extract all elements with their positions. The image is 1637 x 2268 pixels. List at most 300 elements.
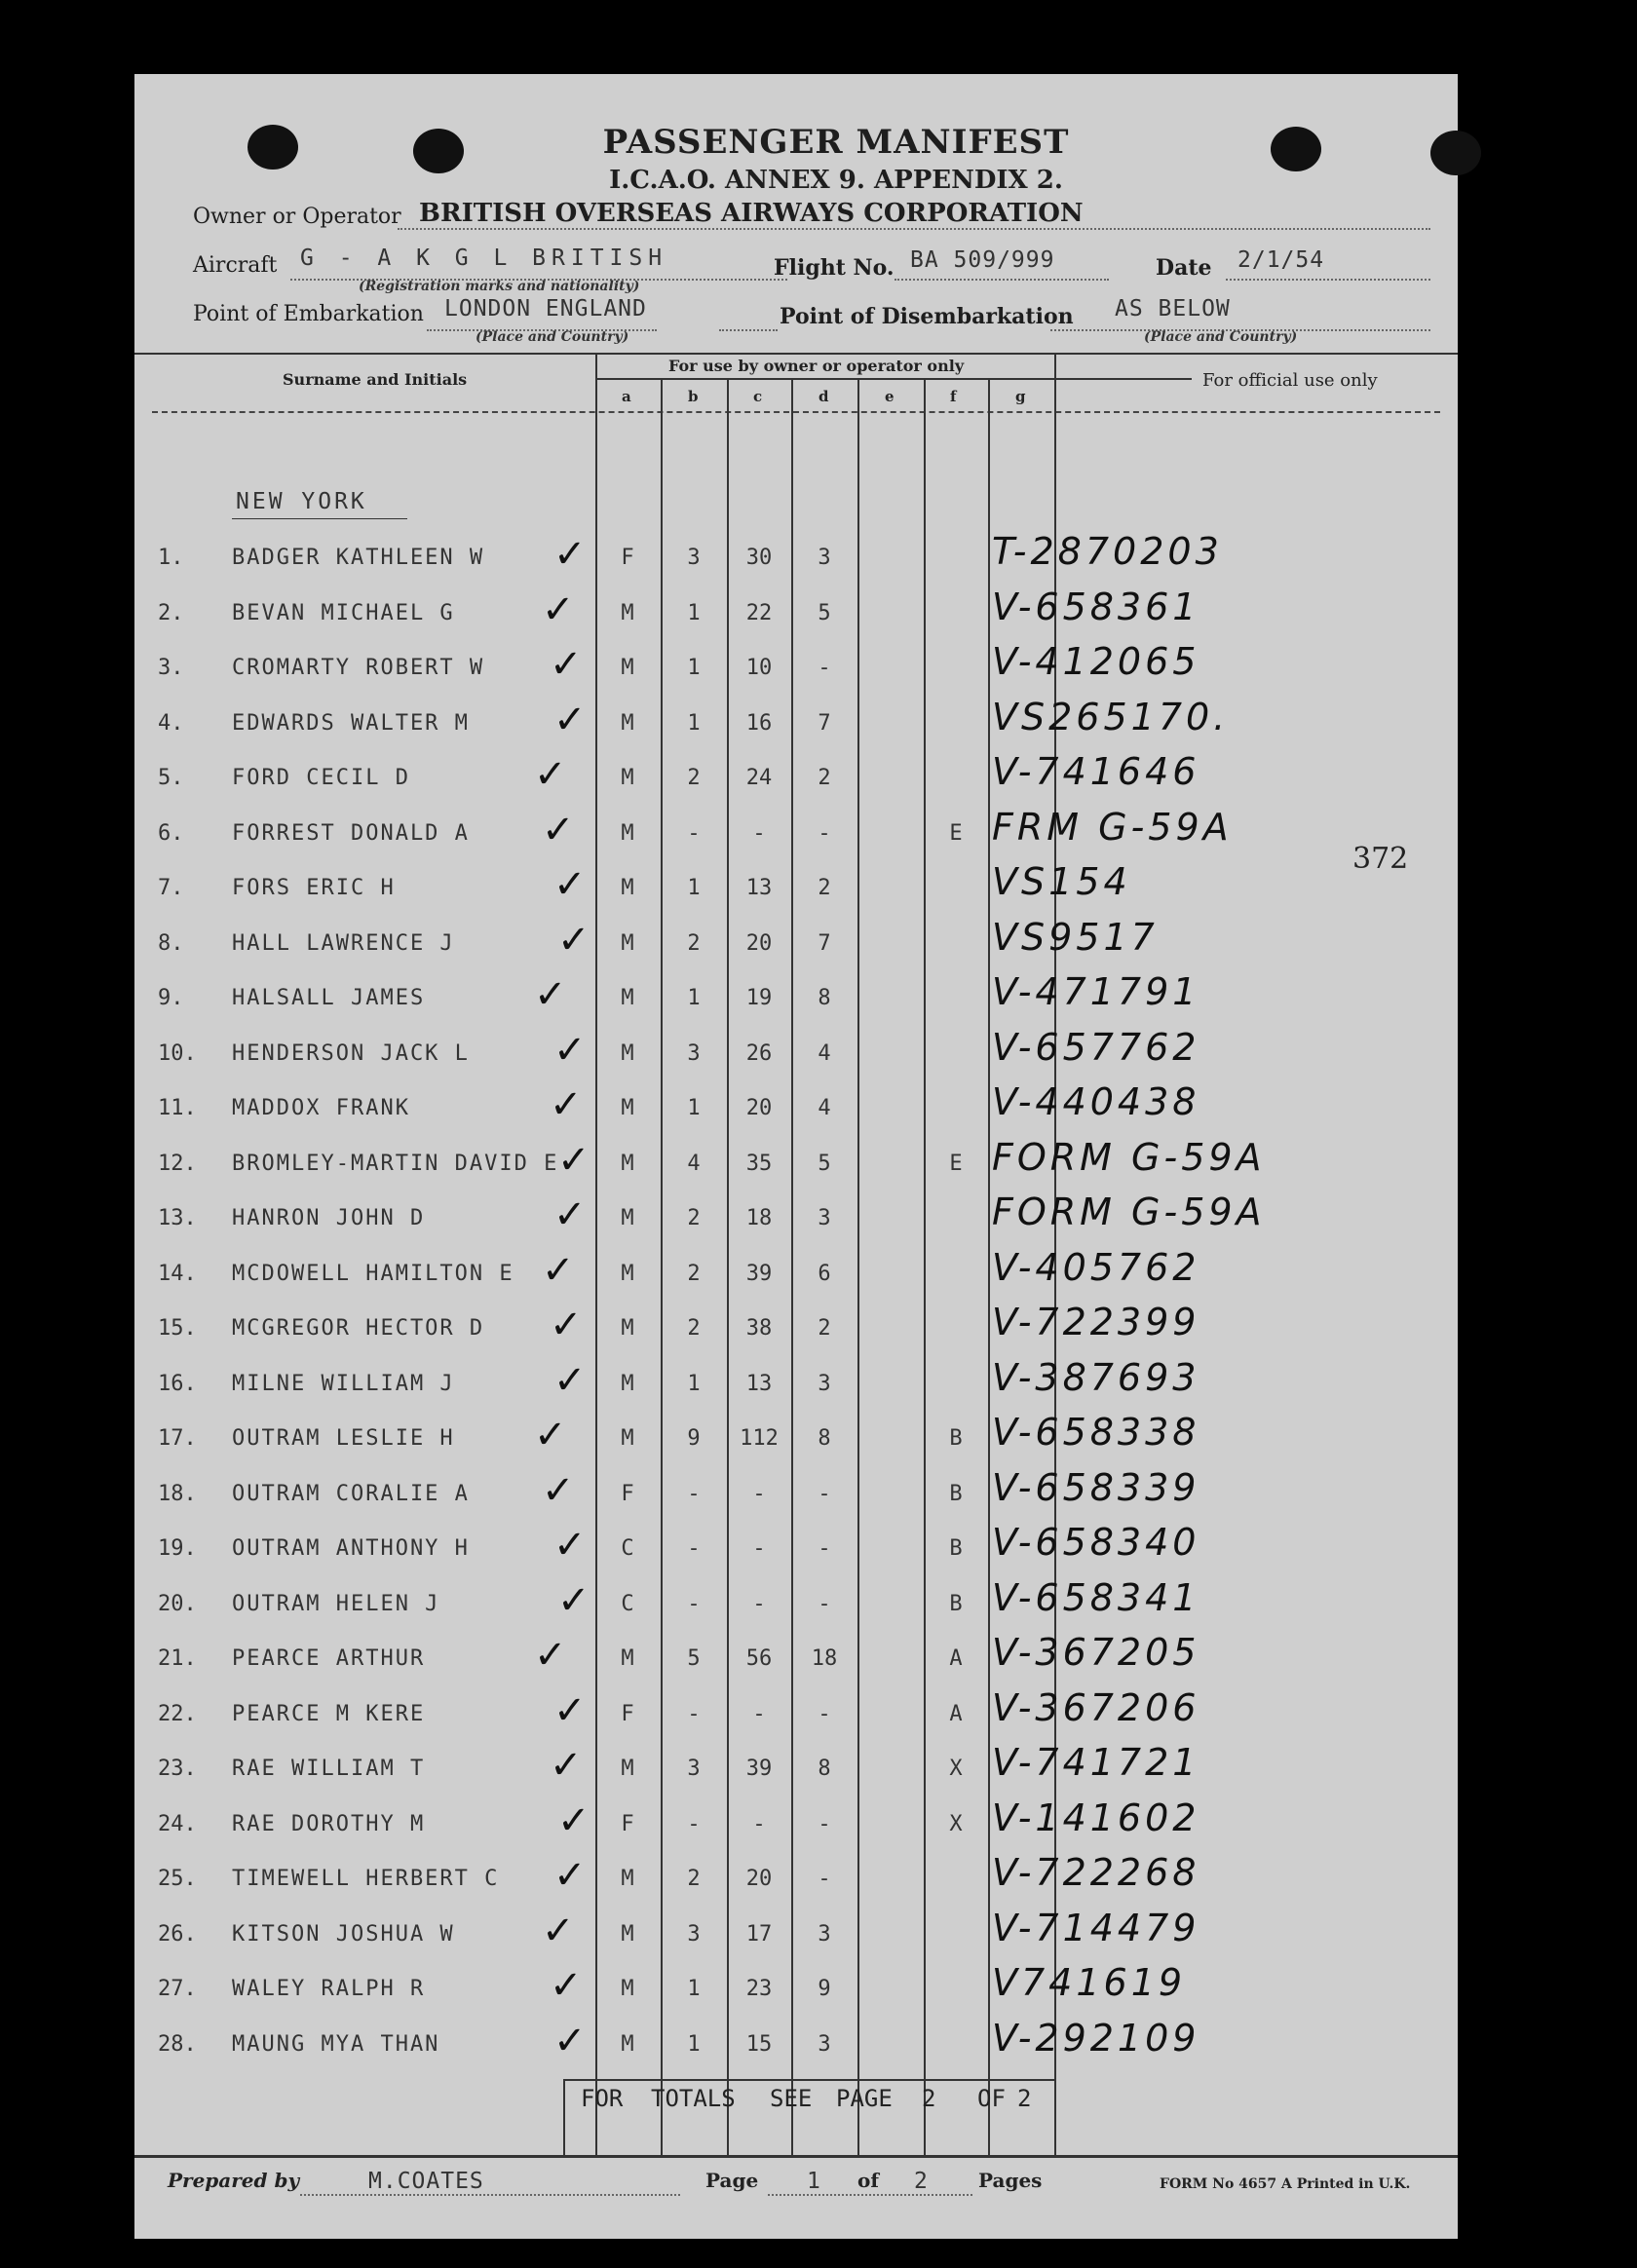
row-number: 28. — [158, 2032, 197, 2057]
row-number: 14. — [158, 1262, 197, 1286]
official-number: V-741646 — [992, 750, 1200, 793]
cell-d: - — [818, 1812, 831, 1836]
cell-c: 26 — [745, 1041, 773, 1066]
passenger-name: MADDOX FRANK — [232, 1096, 410, 1120]
official-number: FORM G-59A — [992, 1136, 1266, 1179]
totals-note-word: 2 — [1017, 2085, 1032, 2112]
cell-d: - — [818, 1867, 831, 1891]
official-number: FRM G-59A — [992, 806, 1233, 849]
cell-d: - — [818, 821, 831, 846]
cell-f: B — [949, 1592, 963, 1616]
check-mark-icon: ✓ — [553, 1358, 587, 1403]
cell-sex: M — [621, 1096, 634, 1120]
check-mark-icon: ✓ — [557, 918, 590, 963]
cell-d: 7 — [818, 931, 831, 956]
table-row — [134, 2017, 1458, 2081]
passenger-name: MILNE WILLIAM J — [232, 1372, 455, 1396]
cell-sex: M — [621, 1867, 634, 1891]
cell-b: 1 — [687, 656, 701, 680]
cell-d: 5 — [818, 1152, 831, 1176]
table-row — [134, 806, 1458, 870]
aircraft-label: Aircraft — [193, 253, 278, 278]
date-label: Date — [1156, 255, 1212, 281]
flight-value: BA 509/999 — [910, 247, 1055, 273]
row-number: 4. — [158, 711, 184, 736]
cell-b: 3 — [687, 1041, 701, 1066]
passenger-name: WALEY RALPH R — [232, 1977, 426, 2001]
date-dots — [1226, 279, 1430, 281]
check-mark-icon: ✓ — [550, 642, 583, 687]
cell-d: - — [818, 1536, 831, 1561]
check-mark-icon: ✓ — [542, 587, 575, 632]
cell-b: 3 — [687, 1757, 701, 1781]
table-row — [134, 1246, 1458, 1310]
check-mark-icon: ✓ — [553, 698, 587, 742]
row-number: 15. — [158, 1316, 197, 1341]
table-row — [134, 970, 1458, 1035]
totals-note-word: 2 — [922, 2085, 936, 2112]
prepared-value: M.COATES — [368, 2169, 484, 2194]
col-letter-f: f — [950, 388, 957, 405]
cell-d: 3 — [818, 1206, 831, 1230]
cell-d: - — [818, 656, 831, 680]
table-row — [134, 1026, 1458, 1090]
cell-b: 1 — [687, 1372, 701, 1396]
col-letter-g: g — [1015, 388, 1026, 405]
col-letter-c: c — [753, 388, 763, 405]
check-mark-icon: ✓ — [553, 1688, 587, 1733]
cell-c: 35 — [745, 1152, 773, 1176]
row-number: 2. — [158, 601, 184, 625]
row-number: 1. — [158, 546, 184, 570]
row-number: 7. — [158, 876, 184, 900]
check-mark-icon: ✓ — [557, 1138, 590, 1183]
cell-sex: M — [621, 1757, 634, 1781]
check-mark-icon: ✓ — [553, 1853, 587, 1898]
col-letter-a: a — [622, 388, 631, 405]
passenger-name: FORD CECIL D — [232, 766, 410, 790]
cell-b: 2 — [687, 1206, 701, 1230]
passenger-name: MCDOWELL HAMILTON E — [232, 1262, 514, 1286]
table-row — [134, 1741, 1458, 1805]
flight-dots — [895, 279, 1109, 281]
row-number: 27. — [158, 1977, 197, 2001]
check-mark-icon: ✓ — [550, 1303, 583, 1347]
cell-c: 112 — [740, 1426, 779, 1451]
passenger-name: HALSALL JAMES — [232, 986, 426, 1010]
check-mark-icon: ✓ — [534, 1413, 567, 1457]
table-row — [134, 1686, 1458, 1751]
cell-d: 3 — [818, 546, 831, 570]
check-mark-icon: ✓ — [553, 1523, 587, 1568]
subheader-rule — [595, 378, 1192, 380]
cell-d: 4 — [818, 1096, 831, 1120]
table-row — [134, 1961, 1458, 2025]
cell-d: - — [818, 1592, 831, 1616]
row-number: 8. — [158, 931, 184, 956]
table-row — [134, 530, 1458, 594]
row-number: 19. — [158, 1536, 197, 1561]
cell-c: 10 — [745, 656, 773, 680]
passenger-name: RAE WILLIAM T — [232, 1757, 426, 1781]
cell-c: 39 — [745, 1262, 773, 1286]
passenger-name: CROMARTY ROBERT W — [232, 656, 485, 680]
table-row — [134, 1301, 1458, 1365]
cell-b: - — [687, 1536, 701, 1561]
cell-b: 2 — [687, 931, 701, 956]
cell-d: - — [818, 1702, 831, 1726]
passenger-name: OUTRAM LESLIE H — [232, 1426, 455, 1451]
footer-rule — [134, 2155, 1458, 2158]
official-number: V-741721 — [992, 1741, 1200, 1784]
cell-sex: M — [621, 711, 634, 736]
cell-sex: M — [621, 1646, 634, 1671]
embark-label: Point of Embarkation — [193, 302, 424, 326]
table-row — [134, 1191, 1458, 1255]
cell-d: 4 — [818, 1041, 831, 1066]
cell-f: E — [949, 1152, 963, 1176]
cell-sex: F — [621, 1702, 634, 1726]
passenger-name: BEVAN MICHAEL G — [232, 601, 455, 625]
table-row — [134, 586, 1458, 650]
table-row — [134, 640, 1458, 704]
cell-c: 15 — [745, 2032, 773, 2057]
official-number: V-722399 — [992, 1301, 1200, 1343]
official-number: FORM G-59A — [992, 1191, 1266, 1233]
cell-d: 18 — [811, 1646, 838, 1671]
passenger-name: HANRON JOHN D — [232, 1206, 426, 1230]
passenger-name: BROMLEY-MARTIN DAVID E — [232, 1152, 559, 1176]
table-top-rule — [134, 353, 1458, 355]
cell-b: 2 — [687, 766, 701, 790]
table-row — [134, 1521, 1458, 1585]
table-row — [134, 696, 1458, 760]
official-number: VS265170. — [992, 696, 1230, 738]
cell-sex: M — [621, 1977, 634, 2001]
check-mark-icon: ✓ — [557, 1798, 590, 1843]
check-mark-icon: ✓ — [534, 752, 567, 797]
check-mark-icon: ✓ — [550, 1963, 583, 2008]
passenger-name: OUTRAM HELEN J — [232, 1592, 440, 1616]
cell-b: - — [687, 1482, 701, 1506]
cell-b: - — [687, 1592, 701, 1616]
cell-c: 17 — [745, 1922, 773, 1947]
check-mark-icon: ✓ — [542, 808, 575, 852]
official-number: T-2870203 — [992, 530, 1223, 573]
check-mark-icon: ✓ — [557, 1578, 590, 1623]
cell-c: 20 — [745, 1867, 773, 1891]
cell-sex: F — [621, 546, 634, 570]
cell-sex: M — [621, 656, 634, 680]
cell-f: B — [949, 1536, 963, 1561]
cell-b: - — [687, 1702, 701, 1726]
disembark-note: (Place and Country) — [1144, 329, 1298, 345]
cell-b: 2 — [687, 1316, 701, 1341]
page-dots — [768, 2194, 972, 2196]
cell-c: - — [752, 1482, 766, 1506]
cell-d: 2 — [818, 876, 831, 900]
cell-b: 1 — [687, 1977, 701, 2001]
cell-c: 56 — [745, 1646, 773, 1671]
cell-f: B — [949, 1426, 963, 1451]
owner-dots — [398, 228, 1430, 230]
table-row — [134, 1796, 1458, 1861]
flight-label: Flight No. — [774, 255, 895, 281]
cell-d: 3 — [818, 1922, 831, 1947]
official-number: V-657762 — [992, 1026, 1200, 1069]
cell-d: 6 — [818, 1262, 831, 1286]
passenger-name: RAE DOROTHY M — [232, 1812, 426, 1836]
cell-sex: C — [621, 1536, 634, 1561]
col-surname-header: Surname and Initials — [283, 370, 468, 389]
cell-c: 20 — [745, 931, 773, 956]
cell-c: 39 — [745, 1757, 773, 1781]
cell-sex: F — [621, 1812, 634, 1836]
cell-c: 13 — [745, 1372, 773, 1396]
col-owner-header: For use by owner or operator only — [668, 357, 965, 375]
check-mark-icon: ✓ — [550, 1743, 583, 1788]
cell-b: 2 — [687, 1867, 701, 1891]
section-underline — [232, 518, 407, 519]
totals-note-word: OF — [977, 2085, 1006, 2112]
cell-c: - — [752, 1812, 766, 1836]
page-label: Page — [705, 2169, 759, 2192]
cell-b: 1 — [687, 986, 701, 1010]
passenger-name: BADGER KATHLEEN W — [232, 546, 485, 570]
row-number: 3. — [158, 656, 184, 680]
cell-d: - — [818, 1482, 831, 1506]
passenger-name: TIMEWELL HERBERT C — [232, 1867, 500, 1891]
embark-dots-2 — [719, 329, 778, 331]
header-bottom-rule — [152, 411, 1440, 413]
cell-b: 1 — [687, 876, 701, 900]
cell-b: 3 — [687, 546, 701, 570]
table-row — [134, 1851, 1458, 1915]
of-label: of — [857, 2169, 879, 2192]
cell-c: 24 — [745, 766, 773, 790]
manifest-sheet — [134, 74, 1458, 2239]
cell-c: 18 — [745, 1206, 773, 1230]
passenger-name: FORS ERIC H — [232, 876, 396, 900]
cell-d: 8 — [818, 1757, 831, 1781]
cell-b: 1 — [687, 1096, 701, 1120]
table-row — [134, 1411, 1458, 1475]
pages-label: Pages — [978, 2169, 1043, 2192]
official-number: V-658339 — [992, 1466, 1200, 1509]
disembark-label: Point of Disembarkation — [780, 304, 1074, 329]
official-number: V-714479 — [992, 1907, 1200, 1949]
cell-c: 22 — [745, 601, 773, 625]
cell-f: B — [949, 1482, 963, 1506]
row-number: 17. — [158, 1426, 197, 1451]
cell-c: - — [752, 1536, 766, 1561]
cell-c: 13 — [745, 876, 773, 900]
row-number: 24. — [158, 1812, 197, 1836]
row-number: 21. — [158, 1646, 197, 1671]
prepared-label: Prepared by — [168, 2169, 300, 2192]
cell-sex: M — [621, 1152, 634, 1176]
cell-sex: M — [621, 601, 634, 625]
passenger-name: KITSON JOSHUA W — [232, 1922, 455, 1947]
totals-note-word: FOR — [581, 2085, 624, 2112]
embark-note: (Place and Country) — [476, 329, 629, 345]
passenger-name: FORREST DONALD A — [232, 821, 470, 846]
totals-top-rule — [563, 2079, 1054, 2081]
owner-label: Owner or Operator — [193, 205, 401, 229]
official-number: V-412065 — [992, 640, 1200, 683]
section-destination: NEW YORK — [236, 489, 367, 514]
owner-value: BRITISH OVERSEAS AIRWAYS CORPORATION — [419, 199, 1084, 228]
cell-f: E — [949, 821, 963, 846]
col-official-header: For official use only — [1202, 370, 1378, 391]
cell-c: - — [752, 1592, 766, 1616]
check-mark-icon: ✓ — [534, 1633, 567, 1678]
cell-d: 5 — [818, 601, 831, 625]
official-number: V-658341 — [992, 1576, 1200, 1619]
cell-d: 8 — [818, 1426, 831, 1451]
cell-b: 1 — [687, 2032, 701, 2057]
table-row — [134, 1576, 1458, 1641]
page-subtitle: I.C.A.O. ANNEX 9. APPENDIX 2. — [609, 166, 1063, 195]
cell-d: 3 — [818, 2032, 831, 2057]
cell-c: 23 — [745, 1977, 773, 2001]
passenger-name: EDWARDS WALTER M — [232, 711, 470, 736]
cell-c: 20 — [745, 1096, 773, 1120]
passenger-name: HENDERSON JACK L — [232, 1041, 470, 1066]
row-number: 9. — [158, 986, 184, 1010]
cell-d: 2 — [818, 1316, 831, 1341]
check-mark-icon: ✓ — [534, 972, 567, 1017]
row-number: 5. — [158, 766, 184, 790]
official-number: V-292109 — [992, 2017, 1200, 2060]
cell-b: 2 — [687, 1262, 701, 1286]
cell-f: A — [949, 1646, 963, 1671]
official-number: V-658340 — [992, 1521, 1200, 1564]
official-number: V-387693 — [992, 1356, 1200, 1399]
cell-b: 5 — [687, 1646, 701, 1671]
cell-sex: M — [621, 986, 634, 1010]
page-value: 1 — [807, 2169, 821, 2194]
passenger-name: PEARCE M KERE — [232, 1702, 426, 1726]
official-number: V-141602 — [992, 1796, 1200, 1839]
official-number: V-471791 — [992, 970, 1200, 1013]
aircraft-value: G - A K G L BRITISH — [300, 246, 668, 271]
cell-d: 8 — [818, 986, 831, 1010]
check-mark-icon: ✓ — [542, 1468, 575, 1513]
check-mark-icon: ✓ — [553, 2019, 587, 2063]
row-number: 22. — [158, 1702, 197, 1726]
official-number: V741619 — [992, 1961, 1187, 2004]
cell-sex: M — [621, 2032, 634, 2057]
check-mark-icon: ✓ — [553, 532, 587, 577]
check-mark-icon: ✓ — [542, 1909, 575, 1953]
cell-f: A — [949, 1702, 963, 1726]
row-number: 23. — [158, 1757, 197, 1781]
check-mark-icon: ✓ — [553, 1028, 587, 1073]
cell-c: 19 — [745, 986, 773, 1010]
passenger-name: OUTRAM ANTHONY H — [232, 1536, 470, 1561]
cell-c: 38 — [745, 1316, 773, 1341]
official-number: V-405762 — [992, 1246, 1200, 1289]
passenger-name: MCGREGOR HECTOR D — [232, 1316, 485, 1341]
cell-sex: M — [621, 1316, 634, 1341]
cell-c: 30 — [745, 546, 773, 570]
table-row — [134, 860, 1458, 925]
passenger-name: PEARCE ARTHUR — [232, 1646, 426, 1671]
form-number: FORM No 4657 A Printed in U.K. — [1160, 2176, 1411, 2192]
table-row — [134, 916, 1458, 980]
cell-b: 9 — [687, 1426, 701, 1451]
cell-b: 4 — [687, 1152, 701, 1176]
cell-d: 7 — [818, 711, 831, 736]
of-value: 2 — [914, 2169, 929, 2194]
passenger-name: HALL LAWRENCE J — [232, 931, 455, 956]
totals-note-word: PAGE — [836, 2085, 893, 2112]
official-number: V-367206 — [992, 1686, 1200, 1729]
official-number: V-658338 — [992, 1411, 1200, 1454]
embark-value: LONDON ENGLAND — [444, 296, 647, 321]
table-row — [134, 1466, 1458, 1531]
cell-sex: M — [621, 1262, 634, 1286]
date-value: 2/1/54 — [1237, 247, 1325, 273]
row-number: 13. — [158, 1206, 197, 1230]
cell-sex: M — [621, 766, 634, 790]
cell-d: 9 — [818, 1977, 831, 2001]
side-number: 372 — [1352, 842, 1409, 876]
cell-sex: M — [621, 1206, 634, 1230]
row-number: 25. — [158, 1867, 197, 1891]
col-letter-b: b — [688, 388, 699, 405]
official-number: VS154 — [992, 860, 1131, 903]
cell-b: 1 — [687, 601, 701, 625]
totals-note-word: SEE — [770, 2085, 813, 2112]
page-title: PASSENGER MANIFEST — [602, 123, 1070, 162]
cell-sex: F — [621, 1482, 634, 1506]
col-letter-e: e — [885, 388, 895, 405]
official-number: V-722268 — [992, 1851, 1200, 1894]
check-mark-icon: ✓ — [553, 862, 587, 907]
official-number: V-367205 — [992, 1631, 1200, 1674]
col-letter-d: d — [818, 388, 829, 405]
cell-sex: M — [621, 1372, 634, 1396]
cell-c: - — [752, 821, 766, 846]
cell-b: 1 — [687, 711, 701, 736]
passenger-name: OUTRAM CORALIE A — [232, 1482, 470, 1506]
check-mark-icon: ✓ — [542, 1248, 575, 1293]
cell-c: - — [752, 1702, 766, 1726]
official-number: V-658361 — [992, 586, 1200, 628]
table-row — [134, 1356, 1458, 1420]
cell-sex: M — [621, 1426, 634, 1451]
check-mark-icon: ✓ — [553, 1192, 587, 1237]
table-row — [134, 1631, 1458, 1695]
cell-f: X — [949, 1812, 963, 1836]
cell-b: - — [687, 1812, 701, 1836]
check-mark-icon: ✓ — [550, 1082, 583, 1127]
row-number: 20. — [158, 1592, 197, 1616]
table-row — [134, 1907, 1458, 1971]
cell-sex: M — [621, 931, 634, 956]
passenger-name: MAUNG MYA THAN — [232, 2032, 440, 2057]
cell-c: 16 — [745, 711, 773, 736]
row-number: 18. — [158, 1482, 197, 1506]
row-number: 10. — [158, 1041, 197, 1066]
cell-sex: M — [621, 1922, 634, 1947]
disembark-value: AS BELOW — [1115, 296, 1231, 321]
row-number: 12. — [158, 1152, 197, 1176]
cell-sex: M — [621, 821, 634, 846]
cell-sex: C — [621, 1592, 634, 1616]
